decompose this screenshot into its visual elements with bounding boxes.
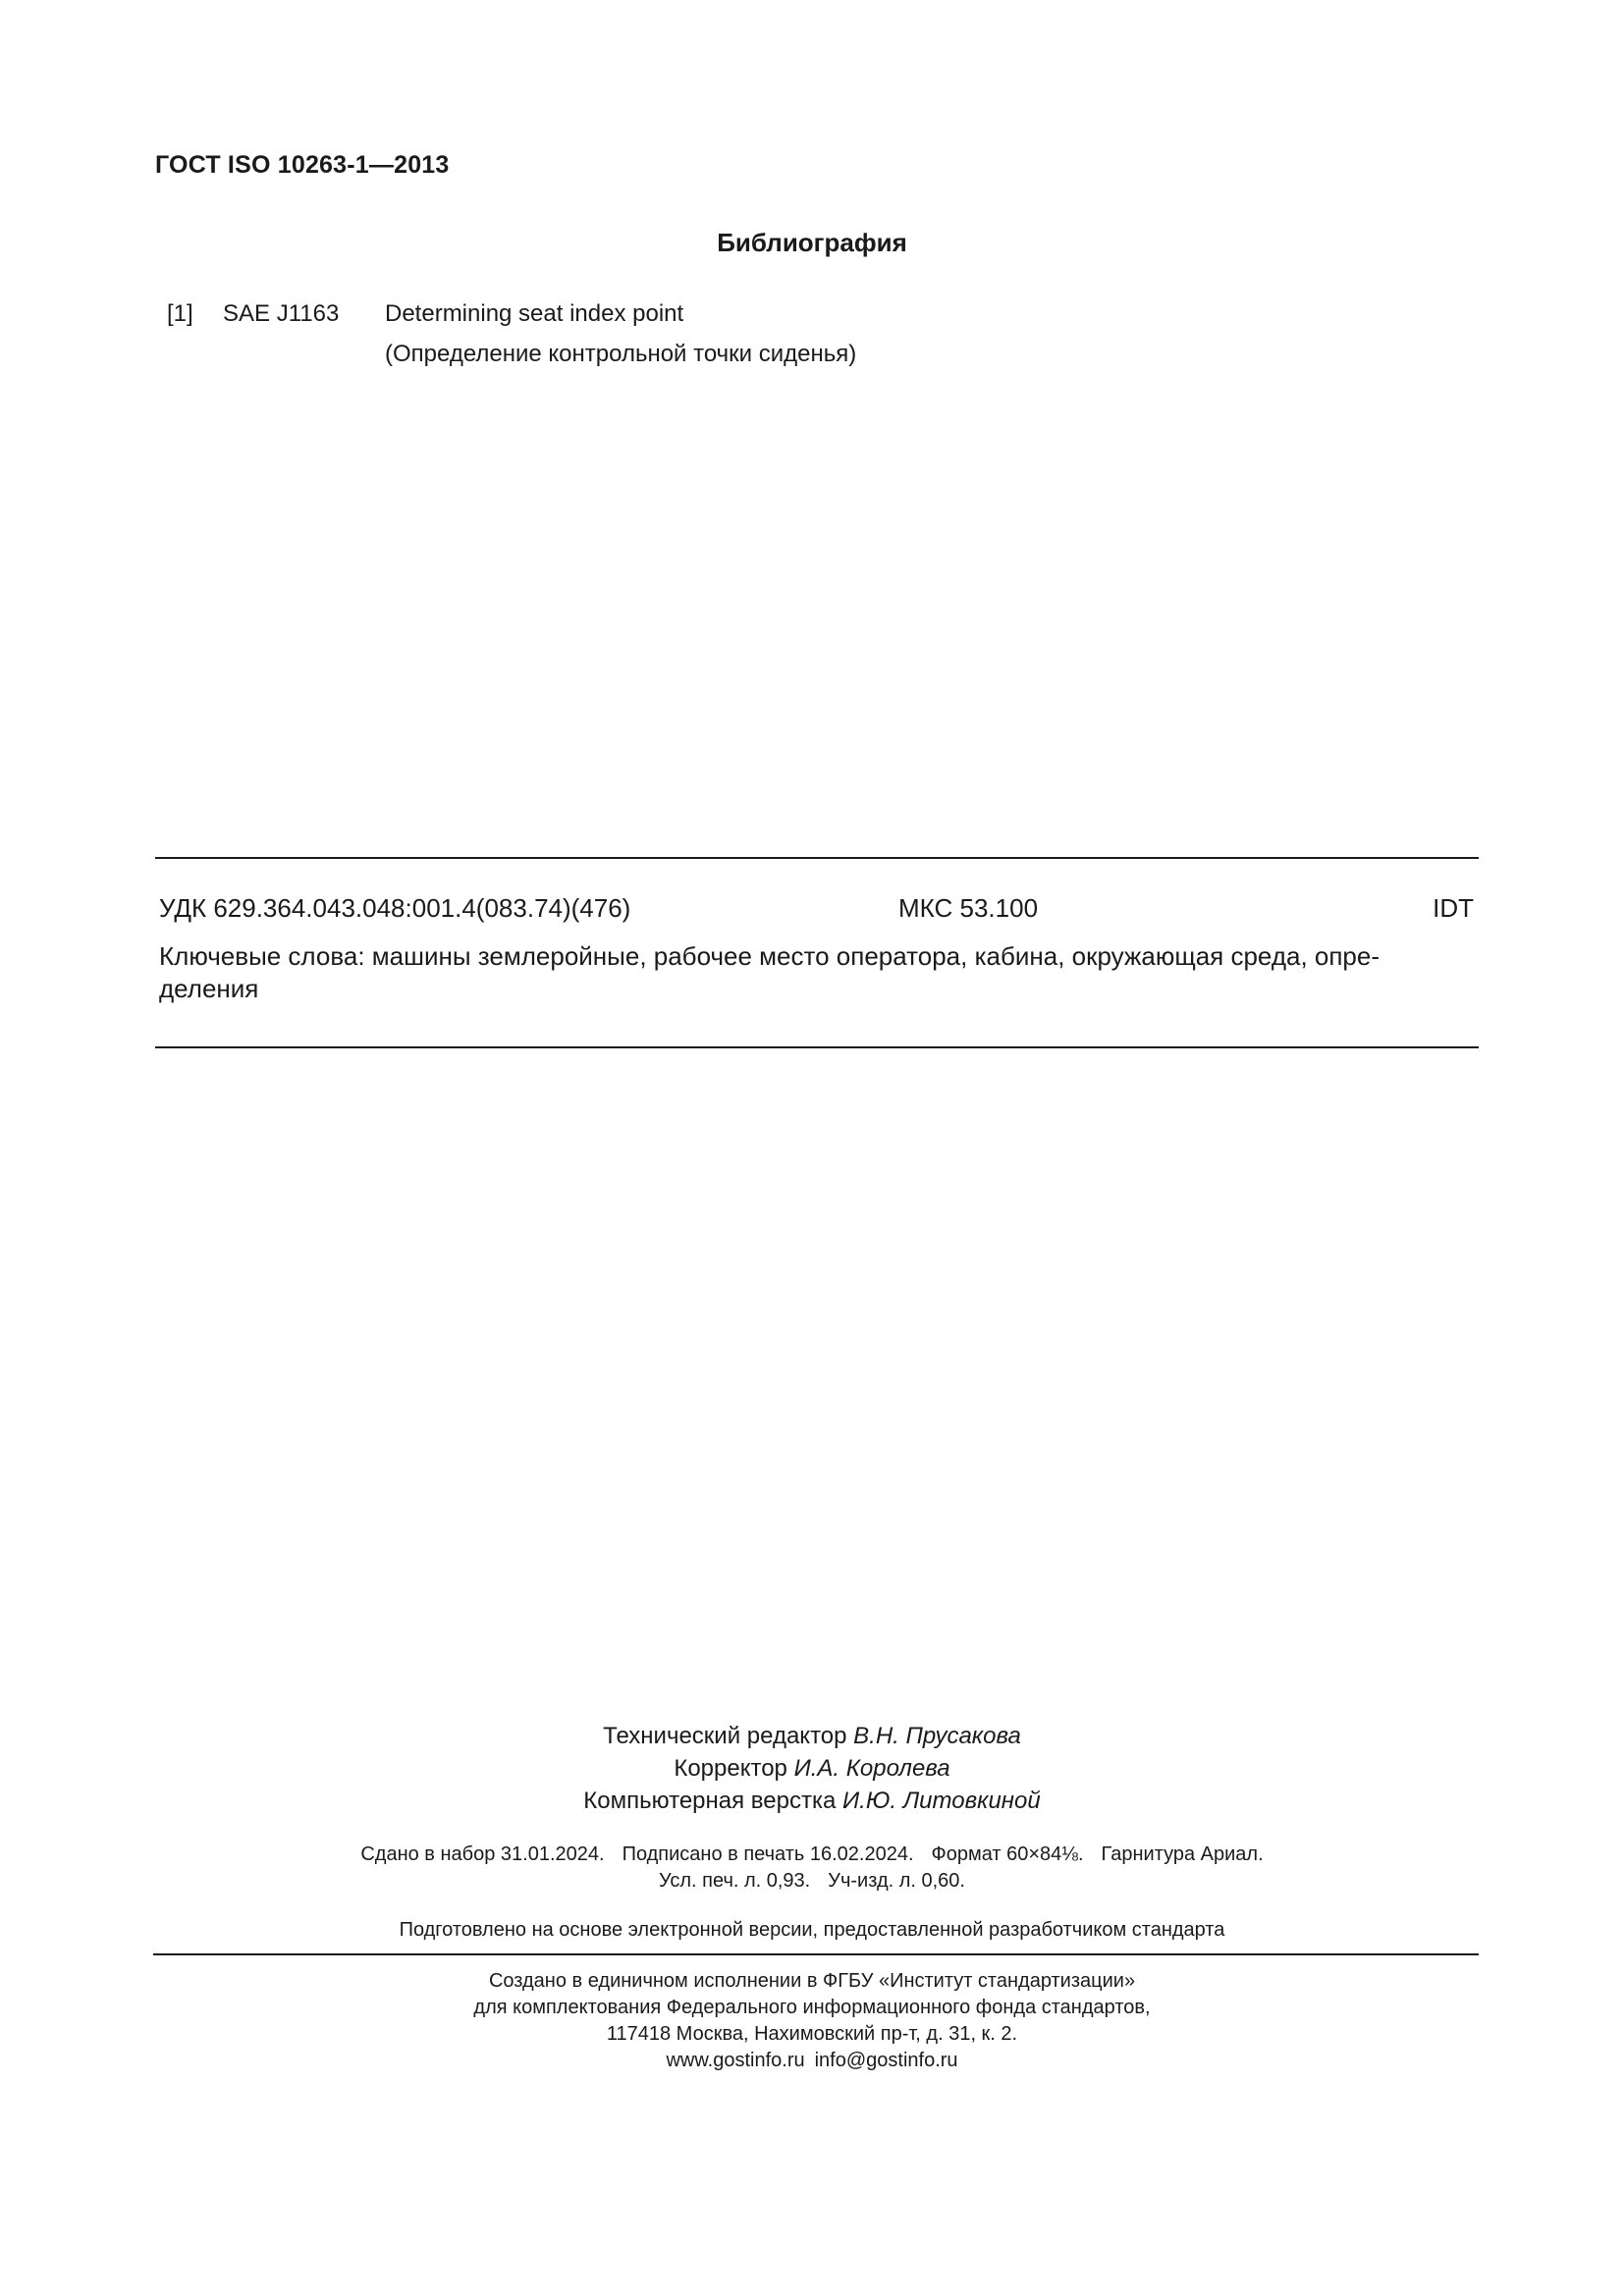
- bibliography-entry-title-ru: (Определение контрольной точки сиденья): [385, 341, 857, 367]
- tech-editor-credit: [0, 1720, 1624, 1752]
- bibliography-entry-code: SAE J1163: [223, 300, 340, 327]
- email-link[interactable]: info@gostinfo.ru: [814, 2050, 958, 2071]
- publication-info-line-1: [0, 1842, 1624, 1868]
- footer-address: 117418 Москва, Нахимовский пр-т, д. 31, к. 2.: [606, 2023, 1018, 2045]
- document-code: ГОСТ ISO 10263-1—2013: [155, 151, 450, 179]
- layout-name: И.Ю. Литовкиной: [842, 1788, 1041, 1814]
- divider-middle: [155, 1046, 1479, 1048]
- layout-label: Компьютерная верстка: [583, 1788, 837, 1814]
- divider-bottom: [153, 1953, 1479, 1955]
- corrector-name: И.А. Королева: [793, 1755, 950, 1782]
- edit-sheets: Уч-изд. л. 0,60.: [828, 1870, 965, 1892]
- layout-credit: [0, 1785, 1624, 1817]
- typeface: Гарнитура Ариал.: [1101, 1843, 1264, 1865]
- footer-contacts: [0, 2048, 1624, 2074]
- prepared-note: Подготовлено на основе электронной версии, предоставленной разработчиком стандарта: [399, 1919, 1225, 1941]
- signed-date: Подписано в печать 16.02.2024.: [622, 1843, 914, 1865]
- corrector-credit: [0, 1752, 1624, 1785]
- footer-line-2: для комплектования Федерального информационного фонда стандартов,: [473, 1997, 1151, 2018]
- keywords: [159, 940, 1483, 1005]
- footer-line-1: Создано в единичном исполнении в ФГБУ «Институт стандартизации»: [488, 1970, 1136, 1992]
- tech-editor-label: Технический редактор: [603, 1723, 847, 1749]
- paper-format: Формат 60×84⅛.: [931, 1843, 1084, 1865]
- mks-code: МКС 53.100: [898, 893, 1039, 923]
- bibliography-title: Библиография: [717, 228, 907, 257]
- website-link[interactable]: www.gostinfo.ru: [666, 2050, 805, 2071]
- divider-top: [155, 857, 1479, 859]
- udk-code: УДК 629.364.043.048:001.4(083.74)(476): [159, 893, 631, 923]
- bibliography-entry-title-en: Determining seat index point: [385, 300, 684, 327]
- publication-info-line-2: [0, 1868, 1624, 1895]
- bibliography-entry-number: [1]: [167, 300, 193, 327]
- idt-label: IDT: [1433, 893, 1474, 923]
- print-sheets: Усл. печ. л. 0,93.: [659, 1870, 811, 1892]
- keywords-line-1: Ключевые слова: машины землеройные, рабочее место оператора, кабина, окружающая среда, опре-: [159, 941, 1380, 971]
- keywords-line-2: деления: [159, 974, 259, 1003]
- corrector-label: Корректор: [674, 1755, 787, 1782]
- tech-editor-name: В.Н. Прусакова: [853, 1723, 1021, 1749]
- submitted-date: Сдано в набор 31.01.2024.: [360, 1843, 605, 1865]
